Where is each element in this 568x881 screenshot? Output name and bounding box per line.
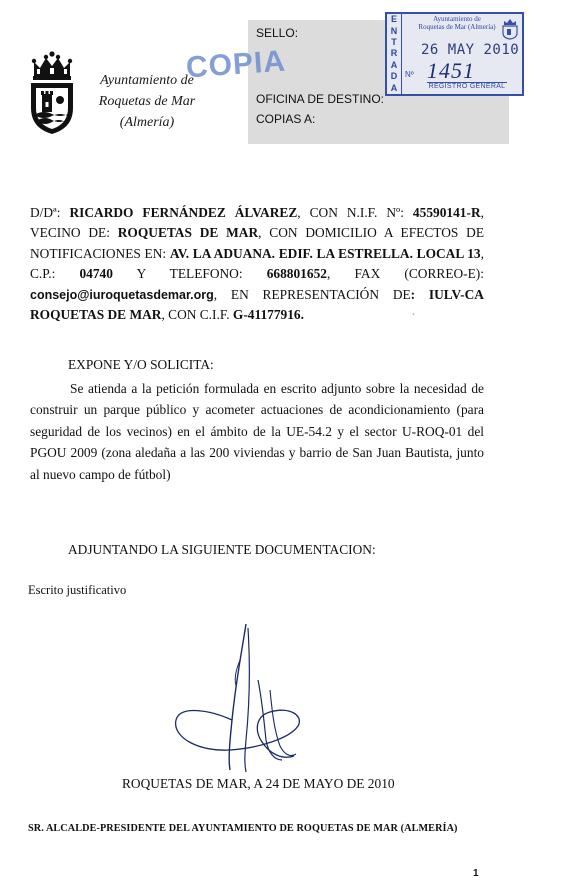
applicant-cp: 04740 [79,266,113,282]
municipal-crest-logo [28,50,76,136]
copia-stamp: COPIA [184,44,288,85]
stamp-number-label: Nº [405,70,414,79]
ayuntamiento-line-3: (Almería) [119,115,175,130]
fax-correo-label: , FAX (CORREO-E): [326,266,484,282]
adjuntando-label: ADJUNTANDO LA SIGUIENTE DOCUMENTACION: [68,542,376,557]
cp-label: , C.P.: [30,245,484,282]
stamp-registro-general: REGISTRO GENERAL [428,83,506,90]
entity-cif: G-41177916. [232,307,304,323]
representacion-label: , EN REPRESENTACIÓN DE [213,286,411,302]
page-number: 1 [473,868,479,879]
attached-document-item: Escrito justificativo [28,583,127,597]
telefono-label: Y TELEFONO: [112,266,267,282]
handwritten-signature [170,620,330,780]
petition-text: Se atienda a la petición formulada en escrito adjunto sobre la necesidad de construir un parque público y acometer actuaciones de acondicionamiento (para seguridad de los vecinos) en el ámbito de la UE-54.2 y el sector U-ROQ-01 del PGOU 2009 (zona aledaña a las 200 viviendas y barrio de San Juan Bautista, junto al nuevo campo de fútbol) [30,381,484,482]
represented-entity: : IULV-CA ROQUETAS DE MAR [30,286,484,323]
stamp-ayuntamiento-line-1: Ayuntamiento de [433,15,481,23]
nif-label: , CON N.I.F. Nº: [297,205,413,220]
applicant-phone: 668801652 [266,266,327,282]
entrada-letter: E [390,14,397,25]
vecino-label: , VECINO DE: [30,205,484,241]
stamp-ayuntamiento-line-2: Roquetas de Mar (Almería) [418,23,496,31]
entrada-letter: T [391,37,397,48]
applicant-nif: 45590141-R [412,205,481,220]
applicant-city: ROQUETAS DE MAR [117,225,259,241]
cif-label: , CON C.I.F. [161,307,233,323]
ayuntamiento-line-2: Roquetas de Mar [98,94,196,109]
applicant-label: D/Dª: [30,205,70,220]
stamp-date: 26 MAY 2010 [421,42,520,58]
applicant-details [30,203,484,325]
stamp-crest-icon [502,18,518,40]
addressee-line: SR. ALCALDE-PRESIDENTE DEL AYUNTAMIENTO DE ROQUETAS DE MAR (ALMERÍA) [28,823,458,834]
stamp-registration-number: 1451 [427,58,475,83]
stamp-ayuntamiento-text [409,15,505,31]
entrada-vertical-label [387,14,402,94]
place-and-date: ROQUETAS DE MAR, A 24 DE MAYO DE 2010 [122,776,395,791]
oficina-destino-label: OFICINA DE DESTINO: [256,92,385,106]
entrada-letter: N [390,25,398,36]
entrada-letter: D [390,71,398,82]
applicant-name: RICARDO FERNÁNDEZ ÁLVAREZ [69,205,298,220]
entrada-letter: R [390,48,398,59]
applicant-email: consejo@iuroquetasdemar.org [30,287,214,302]
expone-solicita-label: EXPONE Y/O SOLICITA: [68,357,214,372]
sello-label: SELLO: [256,26,299,40]
entrada-registration-stamp [385,12,524,96]
applicant-address: AV. LA ADUANA. EDIF. LA ESTRELLA. LOCAL 13 [169,245,481,261]
entrada-letter: A [390,59,398,70]
entrada-letter: A [390,82,398,93]
domicilio-label: , CON DOMICILIO A EFECTOS DE NOTIFICACIONES EN: [30,225,484,261]
ayuntamiento-line-1: Ayuntamiento de [100,73,194,88]
petition-paragraph [30,378,484,485]
copias-label: COPIAS A: [256,112,316,126]
scan-speck: ` [412,312,415,322]
